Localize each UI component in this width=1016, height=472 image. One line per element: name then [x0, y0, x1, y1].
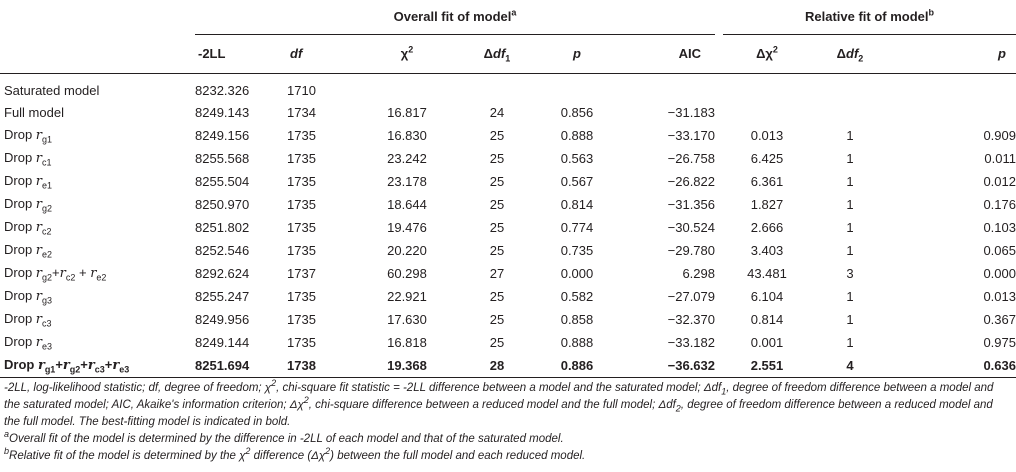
cell-p: 0.774 [560, 219, 594, 235]
cell-df: 1735 [287, 242, 316, 258]
cell-ll: 8249.144 [195, 334, 250, 350]
cell-ddf1: 27 [489, 265, 505, 281]
cell-ddf2 [811, 74, 889, 103]
cell-df: 1734 [287, 105, 316, 120]
cell-p2: 0.367 [983, 311, 1016, 327]
cell-dchi: 3.403 [750, 242, 784, 258]
cell-df: 1735 [287, 288, 316, 304]
row-label: Drop $r_{g3}$ [4, 288, 53, 306]
cell-ddf2: 1 [846, 127, 854, 143]
cell-ll: 8252.546 [195, 242, 250, 258]
cell-chi: 23.178 [387, 173, 427, 189]
table-footnotes [4, 380, 1004, 465]
group-header-row [0, 0, 1016, 35]
cell-aic: −30.524 [667, 219, 715, 235]
cell-p2: 0.636 [889, 354, 1016, 378]
cell-ddf1: 24 [489, 105, 505, 120]
cell-aic: −33.170 [667, 127, 715, 143]
cell-p2: 0.909 [983, 127, 1016, 143]
table-row [0, 308, 1016, 331]
table-row [0, 239, 1016, 262]
cell-dchi: 6.361 [750, 173, 784, 189]
cell-df: 1710 [287, 83, 316, 98]
relative-fit-header: Relative fit of model$^b$ [723, 0, 1016, 35]
row-label: Full model [4, 105, 64, 120]
row-label: Drop $r_{g1}+r_{g2}+r_{c3}+r_{e3}$ [0, 354, 195, 378]
chi-column-header: χ$^2$ [357, 35, 457, 74]
cell-dchi: 2.551 [723, 354, 811, 378]
cell-aic: −26.822 [667, 173, 715, 189]
column-header-row [0, 35, 1016, 74]
cell-p2: 0.103 [983, 219, 1016, 235]
cell-ll: 8292.624 [195, 265, 250, 281]
cell-ddf1: 28 [457, 354, 537, 378]
row-label: Drop $r_{c3}$ [4, 311, 52, 329]
cell-ddf1: 25 [489, 311, 505, 327]
aic-column-header: AIC [617, 35, 715, 74]
cell-dchi: 6.104 [750, 288, 784, 304]
cell-ll: 8251.694 [195, 354, 287, 378]
cell-ddf2: 1 [846, 311, 854, 327]
cell-aic: −27.079 [667, 288, 715, 304]
cell-ddf2: 1 [846, 242, 854, 258]
cell-p: 0.856 [560, 105, 594, 120]
cell-ll: 8249.956 [195, 311, 250, 327]
row-label: Drop $r_{c1}$ [4, 150, 52, 168]
cell-chi: 22.921 [387, 288, 427, 304]
ll-column-header: -2LL [195, 35, 287, 74]
cell-ll: 8249.143 [195, 105, 250, 120]
cell-p: 0.735 [560, 242, 594, 258]
p-column-header: p [537, 35, 617, 74]
cell-p: 0.814 [560, 196, 594, 212]
cell-ddf2: 3 [846, 265, 854, 281]
cell-chi: 18.644 [387, 196, 427, 212]
cell-chi: 19.368 [357, 354, 457, 378]
cell-p: 0.000 [560, 265, 594, 281]
label-column-header [0, 35, 195, 74]
cell-ddf2 [811, 102, 889, 124]
cell-dchi: 0.013 [750, 127, 784, 143]
cell-ddf1 [457, 74, 537, 103]
table-row [0, 147, 1016, 170]
table-row [0, 285, 1016, 308]
cell-df: 1735 [287, 173, 316, 189]
cell-df: 1735 [287, 311, 316, 327]
cell-aic: −31.356 [667, 196, 715, 212]
cell-ddf2: 1 [846, 196, 854, 212]
cell-df: 1738 [287, 354, 357, 378]
row-label: Drop $r_{c2}$ [4, 219, 52, 237]
cell-ll: 8255.247 [195, 288, 250, 304]
cell-aic: −26.758 [667, 150, 715, 166]
cell-p2: 0.975 [983, 334, 1016, 350]
cell-chi: 23.242 [387, 150, 427, 166]
cell-ddf2: 1 [846, 288, 854, 304]
cell-chi: 16.830 [387, 127, 427, 143]
cell-dchi [723, 74, 811, 103]
cell-p2 [889, 74, 1016, 103]
cell-p [537, 74, 617, 103]
cell-p2: 0.065 [983, 242, 1016, 258]
cell-df: 1737 [287, 265, 316, 281]
cell-dchi [723, 102, 811, 124]
cell-p: 0.858 [560, 311, 594, 327]
p2-column-header: p [889, 35, 1016, 74]
cell-ddf1: 25 [489, 150, 505, 166]
table-row [0, 331, 1016, 354]
cell-ddf2: 1 [846, 150, 854, 166]
cell-aic [617, 74, 715, 103]
row-label: Drop $r_{g1}$ [4, 127, 53, 145]
cell-ddf1: 25 [489, 288, 505, 304]
cell-ll: 8232.326 [195, 83, 250, 98]
cell-chi: 19.476 [387, 219, 427, 235]
cell-p2 [889, 102, 1016, 124]
dchi-column-header: Δχ$^2$ [723, 35, 811, 74]
footnote-b: $^b$Relative fit of the model is determined by the χ$^2$ difference (Δχ$^2$) between the full model and each reduced model. [4, 446, 586, 462]
cell-ll: 8255.504 [195, 173, 250, 189]
row-label: Drop $r_{g2}+r_{c2} + r_{e2}$ [4, 265, 107, 283]
cell-p2: 0.013 [983, 288, 1016, 304]
cell-df: 1735 [287, 127, 316, 143]
row-label: Drop $r_{e1}$ [4, 173, 53, 191]
cell-df: 1735 [287, 219, 316, 235]
cell-df: 1735 [287, 196, 316, 212]
cell-p: 0.888 [560, 127, 594, 143]
cell-chi: 17.630 [387, 311, 427, 327]
cell-ll: 8250.970 [195, 196, 250, 212]
cell-chi: 16.818 [387, 334, 427, 350]
cell-ll: 8255.568 [195, 150, 250, 166]
table-row [0, 170, 1016, 193]
row-label: Saturated model [4, 83, 100, 98]
table-row [0, 193, 1016, 216]
cell-ddf1: 25 [489, 219, 505, 235]
ddf1-column-header: Δdf$_1$ [457, 35, 537, 74]
cell-ddf1: 25 [489, 173, 505, 189]
cell-p2: 0.000 [983, 265, 1016, 281]
cell-ddf2: 4 [811, 354, 889, 378]
cell-ll: 8249.156 [195, 127, 250, 143]
cell-df: 1735 [287, 150, 316, 166]
cell-aic: −29.780 [667, 242, 715, 258]
cell-dchi: 0.001 [750, 334, 784, 350]
best-fit-row [0, 354, 1016, 378]
cell-dchi: 2.666 [750, 219, 784, 235]
cell-p: 0.888 [560, 334, 594, 350]
ddf2-column-header: Δdf$_2$ [811, 35, 889, 74]
cell-p: 0.567 [560, 173, 594, 189]
cell-dchi: 1.827 [750, 196, 784, 212]
cell-chi: 16.817 [387, 105, 427, 120]
cell-ddf2: 1 [846, 173, 854, 189]
row-label: Drop $r_{e2}$ [4, 242, 53, 260]
row-label: Drop $r_{g2}$ [4, 196, 53, 214]
cell-aic: 6.298 [682, 265, 715, 281]
table-row [0, 74, 1016, 103]
cell-p2: 0.176 [983, 196, 1016, 212]
cell-ddf1: 25 [489, 242, 505, 258]
table-row [0, 124, 1016, 147]
cell-ddf2: 1 [846, 219, 854, 235]
cell-aic: −32.370 [667, 311, 715, 327]
cell-chi [357, 74, 457, 103]
footnote-a: $^a$Overall fit of the model is determined by the difference in -2LL of each model and that of the saturated model. [4, 429, 564, 445]
cell-p2: 0.011 [984, 150, 1016, 166]
cell-chi: 20.220 [387, 242, 427, 258]
cell-dchi: 6.425 [750, 150, 784, 166]
cell-ddf2: 1 [846, 334, 854, 350]
table-row [0, 102, 1016, 124]
df-column-header: df [287, 35, 357, 74]
cell-df: 1735 [287, 334, 316, 350]
row-label: Drop $r_{e3}$ [4, 334, 53, 352]
cell-aic: −31.183 [667, 105, 715, 120]
table-row [0, 262, 1016, 285]
abbreviation-note: -2LL, log-likelihood statistic; df, degree of freedom; χ$^2$, chi-square fit statistic = -2LL difference between a model and the saturated model; Δdf$_1$, degree of freedom difference between a model and the saturated model; AIC, Akaike's information criterion; Δχ$^2$, chi-square difference between a reduced model and the full model; Δdf$_2$, degree of freedom difference between a reduced model and the full model. The best-fitting model is indicated in bold. [4, 378, 994, 428]
cell-ddf1: 25 [489, 127, 505, 143]
table-row [0, 216, 1016, 239]
cell-ll: 8251.802 [195, 219, 250, 235]
cell-p: 0.886 [537, 354, 617, 378]
cell-dchi: 0.814 [750, 311, 784, 327]
cell-p: 0.563 [560, 150, 594, 166]
cell-chi: 60.298 [387, 265, 427, 281]
cell-dchi: 43.481 [747, 265, 787, 281]
cell-ddf1: 25 [489, 196, 505, 212]
cell-aic: −33.182 [667, 334, 715, 350]
overall-fit-header: Overall fit of model$^a$ [195, 0, 715, 35]
cell-p: 0.582 [560, 288, 594, 304]
cell-ddf1: 25 [489, 334, 505, 350]
cell-p2: 0.012 [983, 173, 1016, 189]
cell-aic: −36.632 [617, 354, 715, 378]
